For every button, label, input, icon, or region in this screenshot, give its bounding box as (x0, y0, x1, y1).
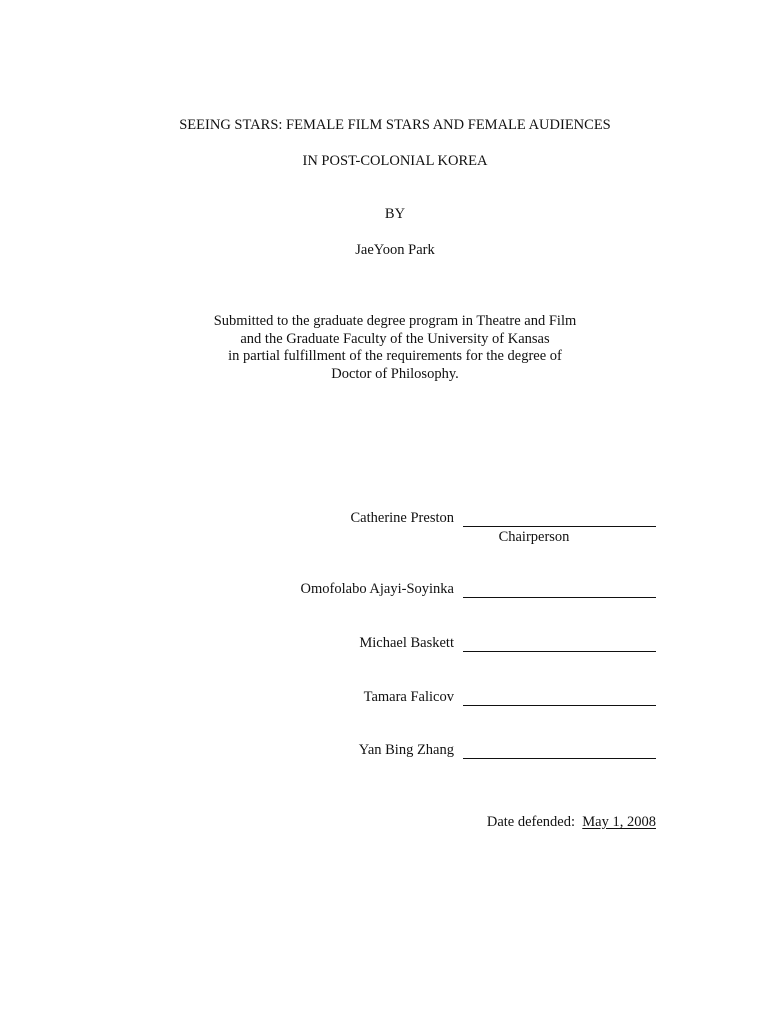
statement-line-4: Doctor of Philosophy. (331, 365, 459, 382)
committee-member-name: Omofolabo Ajayi-Soyinka (300, 581, 454, 597)
committee-member-name: Michael Baskett (359, 635, 454, 651)
date-defended-label: Date defended: (486, 814, 576, 830)
committee-member-name: Catherine Preston (350, 510, 454, 526)
defense-date-block (487, 813, 656, 831)
author-name: JaeYoon Park (355, 242, 435, 258)
statement-line-1: Submitted to the graduate degree program in Theatre and Film (213, 313, 577, 329)
committee-row (0, 634, 768, 656)
committee-member-name: Tamara Falicov (363, 689, 454, 705)
committee-row (0, 688, 768, 710)
statement-line-2: and the Graduate Faculty of the University of Kansas (240, 330, 550, 347)
title-line-1: SEEING STARS: FEMALE FILM STARS AND FEMALE AUDIENCES (179, 117, 611, 133)
signature-line (463, 705, 656, 706)
submission-statement (0, 313, 768, 383)
committee-member-role: Chairperson (498, 529, 570, 545)
statement-line-3: in partial fulfillment of the requirements for the degree of (228, 348, 562, 365)
date-defended-value: May 1, 2008 (582, 814, 656, 830)
committee-member-name: Yan Bing Zhang (358, 742, 454, 758)
committee-row-chair (0, 509, 768, 545)
by-label: BY (384, 206, 406, 222)
signature-line (463, 758, 656, 759)
committee-row (0, 741, 768, 763)
title-line-2: IN POST-COLONIAL KOREA (302, 153, 488, 169)
signature-line (463, 651, 656, 652)
signature-line (463, 597, 656, 598)
signature-line (463, 526, 656, 527)
committee-row (0, 580, 768, 602)
